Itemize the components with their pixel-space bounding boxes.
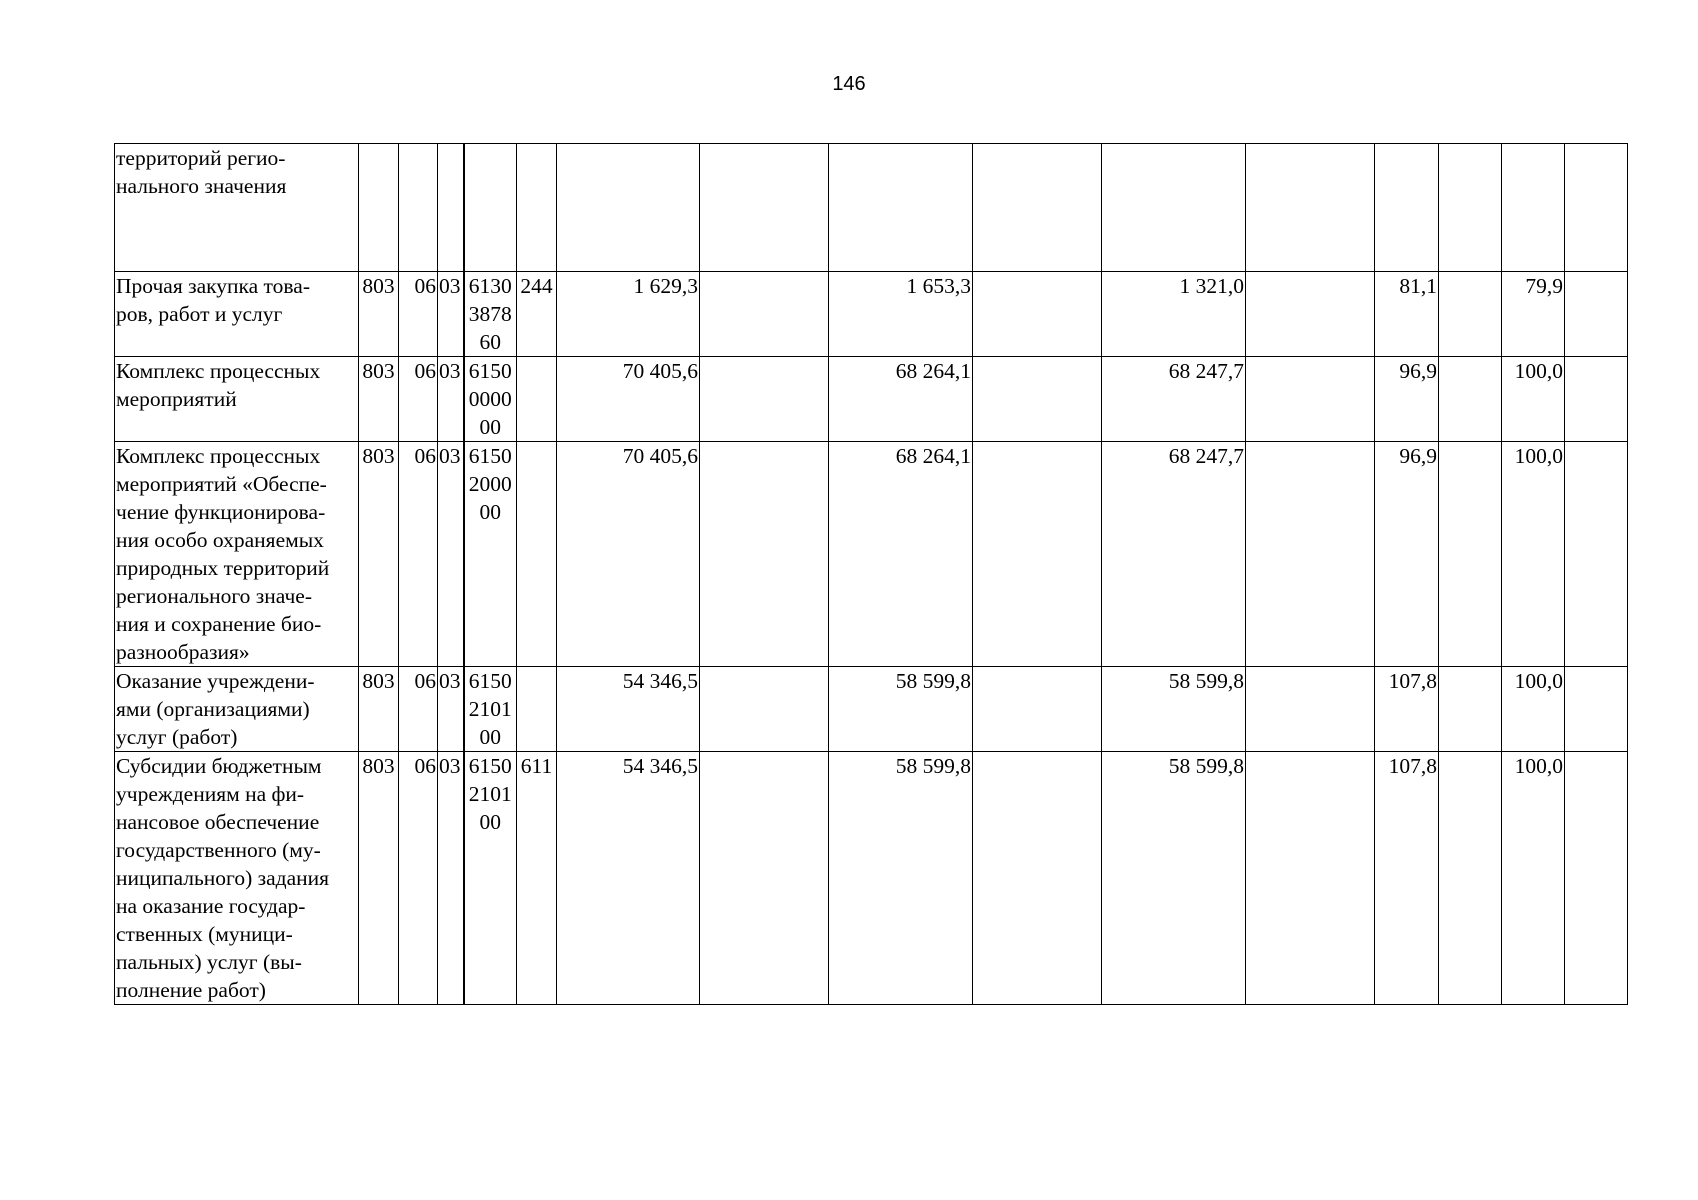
section-code: 06 bbox=[399, 272, 438, 357]
target-article-code bbox=[464, 667, 517, 752]
table-row bbox=[115, 667, 1628, 752]
subsection-code: 03 bbox=[438, 667, 464, 752]
empty-cell bbox=[1439, 442, 1502, 667]
target-code-text: 6150 2101 00 bbox=[468, 669, 512, 749]
table-row bbox=[115, 272, 1628, 357]
table-row bbox=[115, 144, 1628, 272]
value-approved: 54 346,5 bbox=[557, 667, 700, 752]
expense-type-code: 244 bbox=[517, 272, 557, 357]
ministry-code: 803 bbox=[359, 272, 399, 357]
percent-revised: 100,0 bbox=[1502, 357, 1565, 442]
empty-cell bbox=[1565, 667, 1628, 752]
expense-type-code bbox=[517, 667, 557, 752]
empty-cell bbox=[1246, 752, 1375, 1005]
ministry-code: 803 bbox=[359, 357, 399, 442]
value-revised: 1 653,3 bbox=[829, 272, 973, 357]
target-article-code bbox=[464, 272, 517, 357]
empty-cell bbox=[1246, 144, 1375, 272]
empty-cell bbox=[973, 667, 1102, 752]
section-code bbox=[399, 144, 438, 272]
page-number: 146 bbox=[832, 73, 866, 95]
table-row bbox=[115, 752, 1628, 1005]
percent-approved bbox=[1375, 144, 1439, 272]
row-name: Оказание учреждени- ями (организациями) услуг (работ) bbox=[115, 667, 359, 752]
percent-approved: 81,1 bbox=[1375, 272, 1439, 357]
value-revised bbox=[829, 144, 973, 272]
ministry-code: 803 bbox=[359, 442, 399, 667]
empty-cell bbox=[1246, 667, 1375, 752]
empty-cell bbox=[973, 144, 1102, 272]
empty-cell bbox=[700, 667, 829, 752]
percent-revised: 100,0 bbox=[1502, 752, 1565, 1005]
empty-cell bbox=[700, 752, 829, 1005]
table-row bbox=[115, 357, 1628, 442]
section-code: 06 bbox=[399, 442, 438, 667]
expense-type-code bbox=[517, 442, 557, 667]
expense-type-code: 611 bbox=[517, 752, 557, 1005]
target-code-text: 6150 2101 00 bbox=[468, 754, 512, 834]
value-revised: 68 264,1 bbox=[829, 357, 973, 442]
subsection-code: 03 bbox=[438, 442, 464, 667]
subsection-code: 03 bbox=[438, 272, 464, 357]
empty-cell bbox=[1565, 144, 1628, 272]
empty-cell bbox=[973, 357, 1102, 442]
empty-cell bbox=[1439, 667, 1502, 752]
subsection-code: 03 bbox=[438, 752, 464, 1005]
empty-cell bbox=[973, 752, 1102, 1005]
value-approved: 70 405,6 bbox=[557, 442, 700, 667]
section-code: 06 bbox=[399, 357, 438, 442]
value-revised: 58 599,8 bbox=[829, 752, 973, 1005]
percent-revised: 100,0 bbox=[1502, 442, 1565, 667]
value-executed: 1 321,0 bbox=[1102, 272, 1246, 357]
percent-approved: 96,9 bbox=[1375, 357, 1439, 442]
target-article-code bbox=[464, 752, 517, 1005]
budget-table bbox=[114, 143, 1628, 1005]
subsection-code: 03 bbox=[438, 357, 464, 442]
target-code-text: 6150 2000 00 bbox=[468, 444, 512, 524]
table-body bbox=[115, 144, 1628, 1005]
ministry-code: 803 bbox=[359, 752, 399, 1005]
section-code: 06 bbox=[399, 752, 438, 1005]
target-code-text: 6150 0000 00 bbox=[468, 359, 512, 439]
value-revised: 58 599,8 bbox=[829, 667, 973, 752]
empty-cell bbox=[1439, 144, 1502, 272]
empty-cell bbox=[1439, 357, 1502, 442]
ministry-code: 803 bbox=[359, 667, 399, 752]
table-row bbox=[115, 442, 1628, 667]
value-approved: 1 629,3 bbox=[557, 272, 700, 357]
empty-cell bbox=[700, 144, 829, 272]
percent-revised: 100,0 bbox=[1502, 667, 1565, 752]
percent-approved: 107,8 bbox=[1375, 752, 1439, 1005]
empty-cell bbox=[973, 272, 1102, 357]
row-name: Субсидии бюджетным учреждениям на фи- нансовое обеспечение государственного (му- ниципального) задания на оказание государ- ственных (муници- пальных) услуг (вы- полнение работ) bbox=[115, 752, 359, 1005]
expense-type-code bbox=[517, 144, 557, 272]
value-approved: 70 405,6 bbox=[557, 357, 700, 442]
empty-cell bbox=[1565, 442, 1628, 667]
empty-cell bbox=[1246, 357, 1375, 442]
ministry-code bbox=[359, 144, 399, 272]
empty-cell bbox=[1246, 442, 1375, 667]
empty-cell bbox=[700, 442, 829, 667]
empty-cell bbox=[1439, 752, 1502, 1005]
percent-revised: 79,9 bbox=[1502, 272, 1565, 357]
value-revised: 68 264,1 bbox=[829, 442, 973, 667]
empty-cell bbox=[1565, 752, 1628, 1005]
target-article-code bbox=[464, 144, 517, 272]
value-executed: 58 599,8 bbox=[1102, 667, 1246, 752]
value-executed: 68 247,7 bbox=[1102, 442, 1246, 667]
row-name: территорий регио- нального значения bbox=[115, 144, 359, 272]
row-name: Комплекс процессных мероприятий «Обеспе- чение функционирова- ния особо охраняемых природных территорий регионального значе- ния и сохранение био- разнообразия» bbox=[115, 442, 359, 667]
percent-approved: 107,8 bbox=[1375, 667, 1439, 752]
value-executed bbox=[1102, 144, 1246, 272]
row-name: Прочая закупка това- ров, работ и услуг bbox=[115, 272, 359, 357]
row-name: Комплекс процессных мероприятий bbox=[115, 357, 359, 442]
target-code-text: 6130 3878 60 bbox=[468, 274, 512, 354]
value-approved: 54 346,5 bbox=[557, 752, 700, 1005]
target-article-code bbox=[464, 357, 517, 442]
empty-cell bbox=[1565, 272, 1628, 357]
subsection-code bbox=[438, 144, 464, 272]
percent-revised bbox=[1502, 144, 1565, 272]
value-executed: 68 247,7 bbox=[1102, 357, 1246, 442]
value-approved bbox=[557, 144, 700, 272]
section-code: 06 bbox=[399, 667, 438, 752]
value-executed: 58 599,8 bbox=[1102, 752, 1246, 1005]
empty-cell bbox=[700, 357, 829, 442]
percent-approved: 96,9 bbox=[1375, 442, 1439, 667]
empty-cell bbox=[973, 442, 1102, 667]
empty-cell bbox=[1246, 272, 1375, 357]
empty-cell bbox=[700, 272, 829, 357]
expense-type-code bbox=[517, 357, 557, 442]
target-article-code bbox=[464, 442, 517, 667]
empty-cell bbox=[1439, 272, 1502, 357]
empty-cell bbox=[1565, 357, 1628, 442]
